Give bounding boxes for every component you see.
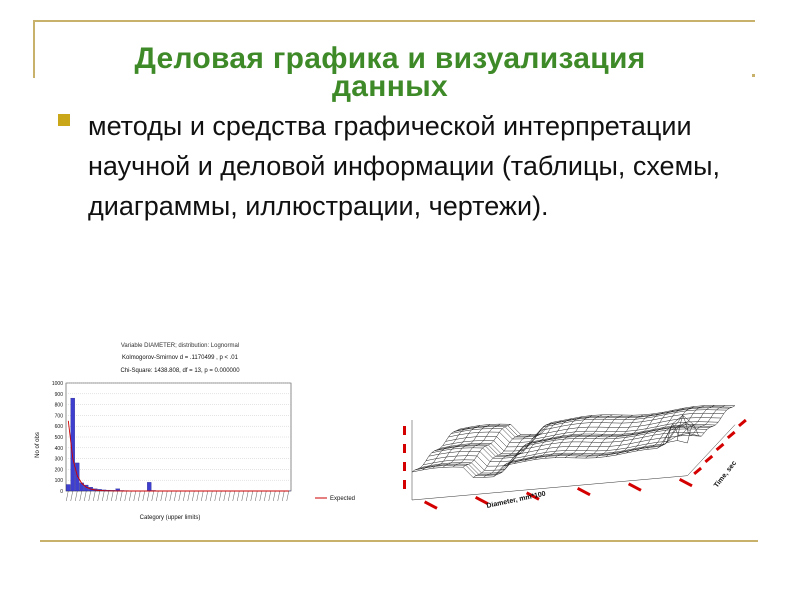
x-tick-mark: [210, 491, 212, 501]
x-tick-mark: [219, 491, 221, 501]
surface-mesh-line: [502, 427, 505, 429]
surface-mesh-line: [548, 447, 558, 448]
surface-mesh-line: [610, 442, 613, 446]
surface-mesh-line: [612, 419, 615, 423]
surface-mesh-line: [589, 442, 592, 446]
surface-mesh-line: [653, 434, 663, 436]
x-tick-mark: [282, 491, 284, 501]
x-tick-mark: [93, 491, 95, 501]
surface-y-label: Time, sec: [713, 459, 739, 490]
surface-mesh-line: [571, 423, 581, 424]
surface-mesh-line: [495, 470, 505, 471]
surface-mesh-line: [470, 448, 473, 452]
surface-mesh-line: [690, 424, 693, 431]
surface-mesh-line: [572, 438, 575, 442]
surface-mesh-line: [602, 439, 605, 442]
chart-subtitle-chi: Chi-Square: 1438.808, df = 13, p = 0.000000: [120, 368, 240, 374]
surface-mesh-line: [459, 433, 469, 435]
surface-mesh-line: [578, 423, 581, 427]
surface-mesh-line: [456, 438, 466, 440]
surface-mesh-line: [630, 442, 640, 444]
surface-mesh-line: [693, 410, 696, 413]
surface-mesh-line: [596, 427, 599, 431]
surface-mesh-line: [471, 460, 474, 463]
surface-mesh-line: [584, 419, 594, 420]
surface-mesh-line: [660, 420, 670, 422]
surface-mesh-line: [528, 450, 538, 452]
surface-plot: [372, 370, 772, 530]
surface-mesh-line: [626, 430, 636, 431]
surface-mesh-line: [471, 463, 481, 473]
surface-mesh-line: [670, 419, 680, 421]
surface-mesh-line: [584, 451, 587, 454]
y-tick-label: 700: [54, 413, 63, 420]
surface-z-tick-label: [403, 426, 406, 435]
surface-z-tick-label: [403, 444, 406, 453]
surface-mesh-line: [690, 413, 693, 418]
surface-mesh-line: [446, 453, 449, 457]
x-tick-mark: [71, 491, 73, 501]
x-tick-mark: [215, 491, 217, 501]
surface-mesh-line: [473, 437, 476, 441]
y-tick-label: 300: [54, 456, 63, 463]
surface-mesh-line: [432, 467, 442, 468]
surface-mesh-line: [701, 433, 704, 436]
surface-mesh-line: [650, 422, 660, 424]
surface-mesh-line: [565, 456, 568, 458]
surface-mesh-line: [629, 426, 639, 427]
chart-title: Variable DIAMETER; distribution: Lognormal: [120, 343, 240, 349]
legend-expected-label: Expected: [330, 496, 356, 502]
surface-mesh-line: [609, 423, 612, 427]
surface-mesh-line: [724, 410, 727, 414]
y-tick-label: 400: [54, 445, 63, 452]
surface-mesh-line: [487, 462, 490, 467]
histogram-chart: [30, 335, 360, 530]
surface-mesh-line: [512, 437, 515, 439]
surface-x-tick-label: [628, 482, 642, 491]
surface-mesh-line: [501, 451, 504, 454]
surface-mesh-line: [449, 452, 459, 453]
surface-mesh-line: [497, 432, 500, 436]
x-tick-mark: [224, 491, 226, 501]
surface-mesh-line: [566, 446, 569, 450]
x-tick-mark: [246, 491, 248, 501]
surface-mesh-line: [575, 428, 578, 432]
surface-mesh-line: [503, 458, 513, 459]
surface-mesh-line: [714, 410, 717, 413]
surface-mesh-line: [507, 442, 510, 447]
x-tick-mark: [278, 491, 280, 501]
surface-mesh-line: [715, 422, 718, 425]
x-tick-mark: [237, 491, 239, 501]
surface-mesh-line: [454, 456, 457, 460]
surface-mesh-line: [559, 443, 562, 448]
surface-mesh-line: [626, 427, 629, 431]
surface-mesh-line: [446, 456, 456, 457]
x-tick-mark: [89, 491, 91, 501]
bullet-square-icon: [58, 114, 70, 126]
surface-mesh-line: [701, 413, 704, 417]
surface-mesh-line: [597, 447, 600, 451]
x-tick-mark: [179, 491, 181, 501]
surface-mesh-line: [439, 453, 449, 455]
surface-mesh-line: [661, 434, 664, 439]
surface-mesh-line: [718, 418, 721, 422]
surface-mesh-line: [711, 413, 714, 418]
surface-mesh-line: [483, 446, 486, 448]
surface-mesh-line: [558, 429, 568, 431]
surface-mesh-line: [504, 447, 507, 451]
surface-mesh-line: [491, 441, 494, 444]
x-tick-mark: [80, 491, 82, 501]
surface-x-tick-label: [424, 500, 438, 509]
surface-mesh-line: [683, 413, 693, 414]
surface-mesh-line: [607, 450, 617, 451]
x-tick-mark: [129, 491, 131, 501]
surface-mesh-line: [620, 441, 623, 445]
surface-mesh-line: [613, 432, 616, 435]
x-tick-mark: [273, 491, 275, 501]
surface-mesh-line: [698, 418, 701, 422]
surface-mesh-line: [592, 439, 595, 443]
histogram-svg: [30, 335, 360, 530]
surface-mesh-line: [490, 458, 493, 462]
surface-mesh-line: [678, 435, 681, 436]
surface-mesh-line: [546, 451, 556, 452]
surface-mesh-line: [548, 431, 558, 433]
chart-y-label: No of obs: [35, 432, 41, 458]
x-tick-mark: [201, 491, 203, 501]
x-tick-mark: [116, 491, 118, 501]
surface-mesh-line: [493, 456, 496, 458]
surface-mesh-line: [640, 440, 650, 442]
surface-mesh-line: [713, 425, 716, 426]
x-tick-mark: [120, 491, 122, 501]
surface-mesh-line: [426, 459, 436, 461]
bullet-text: методы и средства графической интерпретации научной и деловой информации (таблицы, схемы, диаграммы, иллюстрации, чертежи).: [88, 111, 721, 221]
surface-mesh-line: [632, 419, 635, 422]
surface-x-tick-label: [679, 478, 693, 487]
surface-mesh-line: [520, 439, 523, 443]
surface-mesh-line: [703, 410, 706, 414]
surface-mesh-line: [459, 448, 462, 452]
surface-mesh-line: [463, 465, 466, 467]
surface-mesh-line: [607, 446, 610, 450]
surface-mesh-line: [576, 446, 579, 450]
x-tick-mark: [138, 491, 140, 501]
surface-mesh-line: [474, 456, 477, 460]
x-tick-mark: [255, 491, 257, 501]
surface-mesh-line: [563, 451, 566, 454]
surface-mesh-line: [466, 433, 469, 437]
surface-mesh-line: [500, 458, 503, 462]
surface-mesh-line: [520, 442, 530, 443]
x-tick-mark: [197, 491, 199, 501]
surface-mesh-line: [483, 448, 493, 458]
surface-mesh-line: [612, 439, 615, 443]
surface-mesh-line: [482, 470, 485, 473]
y-tick-label: 600: [54, 424, 63, 431]
surface-mesh-line: [484, 466, 487, 470]
surface-mesh-line: [457, 452, 460, 456]
surface-mesh-line: [696, 429, 699, 436]
surface-mesh-line: [477, 451, 480, 456]
x-tick-mark: [233, 491, 235, 501]
x-tick-mark: [107, 491, 109, 501]
surface-mesh-line: [565, 432, 575, 433]
surface-mesh-line: [591, 419, 594, 422]
surface-mesh-line: [601, 419, 604, 422]
x-tick-mark: [165, 491, 167, 501]
surface-mesh-line: [586, 447, 589, 451]
surface-mesh-line: [604, 417, 607, 419]
x-tick-mark: [111, 491, 113, 501]
x-tick-mark: [242, 491, 244, 501]
surface-mesh-line: [514, 447, 517, 451]
y-tick-label: 900: [54, 391, 63, 398]
slide-title-line1: Деловая графика и визуализация: [134, 42, 646, 75]
surface-mesh-line: [612, 441, 622, 442]
x-tick-mark: [260, 491, 262, 501]
surface-mesh-line: [473, 476, 476, 478]
surface-mesh-line: [489, 429, 492, 432]
hist-bar: [75, 463, 79, 491]
x-tick-mark: [269, 491, 271, 501]
surface-x-tick-label: [577, 487, 591, 496]
x-tick-mark: [174, 491, 176, 501]
surface-mesh-line: [650, 438, 660, 440]
surface-x-label: Diameter, mm*100: [485, 490, 547, 510]
surface-mesh-line: [480, 448, 483, 451]
surface-mesh-line: [594, 451, 597, 454]
surface-mesh-line: [499, 462, 509, 473]
x-tick-mark: [134, 491, 136, 501]
surface-svg: [372, 370, 772, 530]
surface-mesh-line: [707, 427, 710, 429]
frame-bottom-line: [40, 540, 758, 542]
y-tick-label: 0: [60, 489, 63, 495]
surface-z-tick-label: [403, 480, 406, 489]
surface-mesh-line: [697, 427, 700, 429]
surface-mesh-line: [606, 427, 609, 431]
surface-mesh-line: [619, 423, 622, 427]
y-tick-label: 200: [54, 467, 63, 474]
surface-mesh-line: [436, 457, 446, 459]
x-tick-mark: [75, 491, 77, 501]
frame-left-line: [33, 20, 35, 78]
surface-mesh-line: [581, 423, 591, 424]
surface-mesh-line: [708, 418, 711, 422]
surface-mesh-line: [687, 431, 690, 443]
y-tick-label: 500: [54, 435, 63, 441]
surface-mesh-line: [623, 439, 633, 441]
x-tick-mark: [152, 491, 154, 501]
x-tick-mark: [147, 491, 149, 501]
surface-mesh-line: [673, 414, 683, 416]
surface-mesh-line: [588, 423, 591, 428]
surface-mesh-line: [476, 432, 479, 436]
surface-mesh-line: [582, 438, 585, 442]
surface-mesh-line: [484, 436, 487, 440]
surface-mesh-line: [511, 451, 514, 454]
surface-mesh-line: [510, 439, 513, 442]
surface-mesh-line: [622, 420, 625, 424]
frame-corner-dot: [752, 74, 755, 77]
surface-mesh-line: [514, 450, 524, 451]
surface-mesh-line: [568, 428, 578, 429]
x-tick-mark: [98, 491, 100, 501]
surface-mesh-line: [538, 448, 548, 450]
surface-mesh-line: [561, 442, 571, 443]
surface-mesh-line: [551, 443, 561, 444]
x-tick-mark: [264, 491, 266, 501]
surface-mesh-line: [494, 437, 497, 441]
surface-mesh-line: [491, 444, 501, 454]
surface-mesh-line: [492, 470, 495, 473]
surface-mesh-line: [499, 429, 502, 433]
surface-mesh-line: [497, 462, 500, 466]
surface-mesh-line: [575, 456, 578, 458]
surface-mesh-line: [620, 444, 630, 446]
surface-mesh-line: [595, 437, 598, 439]
surface-mesh-line: [564, 438, 574, 439]
surface-mesh-line: [444, 460, 454, 461]
surface-mesh-line: [716, 408, 719, 410]
x-tick-mark: [192, 491, 194, 501]
surface-mesh-line: [603, 432, 606, 435]
surface-mesh-line: [586, 427, 589, 431]
surface-mesh-line: [610, 445, 620, 446]
surface-mesh-line: [545, 458, 555, 459]
x-tick-mark: [102, 491, 104, 501]
surface-mesh-line: [677, 441, 687, 444]
y-tick-label: 100: [54, 478, 63, 485]
surface-mesh-line: [647, 449, 657, 450]
surface-mesh-line: [573, 451, 576, 454]
hist-bar: [147, 482, 151, 491]
surface-mesh-line: [481, 441, 484, 444]
x-tick-mark: [156, 491, 158, 501]
surface-mesh-line: [556, 447, 559, 451]
surface-mesh-line: [599, 442, 602, 447]
surface-mesh-line: [593, 431, 596, 434]
surface-y-tick-label: [738, 419, 747, 427]
surface-mesh-line: [599, 423, 602, 428]
surface-mesh-line: [639, 425, 649, 427]
chart-x-label: Category (upper limits): [139, 515, 201, 521]
surface-mesh-line: [578, 427, 588, 428]
frame-top-line: [33, 20, 755, 22]
surface-mesh-line: [585, 437, 588, 439]
surface-axis-x: [412, 476, 687, 500]
surface-mesh-line: [727, 408, 730, 410]
surface-mesh-line: [523, 438, 533, 439]
surface-mesh-line: [479, 429, 482, 432]
slide-title-line2: данных: [331, 70, 449, 103]
surface-mesh-line: [463, 467, 473, 477]
surface-mesh-line: [466, 437, 476, 438]
surface-mesh-line: [629, 423, 632, 428]
surface-mesh-line: [517, 442, 520, 446]
surface-mesh-line: [511, 424, 521, 434]
hist-bar: [66, 485, 70, 491]
surface-mesh-line: [678, 433, 688, 435]
x-tick-mark: [183, 491, 185, 501]
surface-mesh-line: [614, 418, 617, 420]
surface-mesh-line: [642, 420, 652, 422]
surface-mesh-line: [486, 432, 489, 436]
surface-mesh-line: [632, 422, 642, 423]
surface-mesh-line: [732, 406, 735, 408]
x-tick-mark: [170, 491, 172, 501]
surface-mesh-line: [616, 428, 619, 432]
x-tick-mark: [251, 491, 253, 501]
y-tick-label: 800: [54, 402, 63, 409]
surface-mesh-line: [721, 414, 724, 418]
x-tick-mark: [125, 491, 127, 501]
surface-mesh-line: [583, 431, 586, 434]
x-tick-mark: [228, 491, 230, 501]
surface-mesh-line: [464, 456, 467, 460]
surface-mesh-line: [705, 422, 708, 425]
x-tick-mark: [206, 491, 208, 501]
slide-title: [60, 42, 720, 104]
surface-mesh-line: [461, 460, 464, 463]
surface-mesh-line: [559, 446, 569, 447]
surface-mesh-line: [569, 442, 572, 447]
x-tick-mark: [66, 491, 68, 501]
surface-mesh-line: [556, 451, 566, 452]
surface-mesh-line: [500, 461, 510, 462]
surface-mesh-line: [502, 429, 512, 439]
x-tick-mark: [287, 491, 289, 501]
surface-mesh-line: [684, 429, 687, 433]
surface-z-tick-label: [403, 462, 406, 471]
surface-mesh-line: [575, 431, 585, 432]
surface-mesh-line: [483, 477, 493, 478]
x-tick-mark: [84, 491, 86, 501]
surface-mesh-line: [446, 439, 456, 441]
surface-mesh-line: [467, 451, 470, 455]
surface-mesh-line: [579, 442, 582, 446]
surface-mesh-line: [469, 432, 479, 433]
surface-mesh-line: [704, 429, 707, 433]
chart-subtitle-ks: Kolmogorov-Smirnov d = .1170499 , p < .01: [122, 355, 238, 361]
x-tick-mark: [188, 491, 190, 501]
surface-mesh-line: [639, 422, 642, 426]
surface-mesh-line: [463, 441, 473, 442]
x-tick-mark: [161, 491, 163, 501]
surface-mesh-line: [495, 466, 498, 470]
x-tick-mark: [143, 491, 145, 501]
surface-mesh-line: [695, 422, 698, 425]
y-tick-label: 1000: [51, 381, 63, 387]
